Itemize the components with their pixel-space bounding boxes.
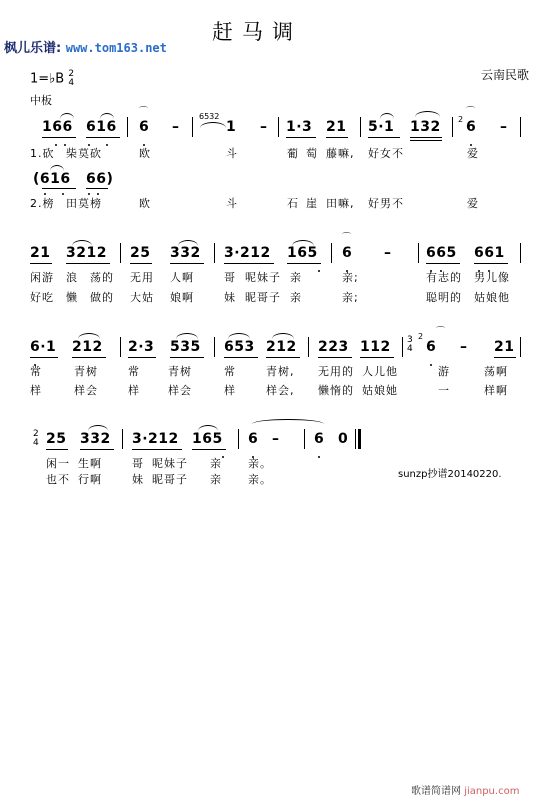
note-group: 6	[342, 245, 353, 261]
beam-line	[128, 357, 156, 358]
footer-site-url[interactable]: jianpu.com	[464, 786, 520, 797]
slur-mark	[72, 240, 92, 246]
barline	[308, 337, 309, 357]
beam-line	[86, 137, 120, 138]
time-signature: 2 4	[33, 429, 39, 448]
lyric-verse-1: 荡的	[90, 271, 114, 284]
lyric-verse-1: 葡	[287, 147, 299, 160]
note-group: 653	[224, 339, 255, 355]
barline	[214, 337, 215, 357]
lyric-verse-2: 样啊	[484, 384, 508, 397]
barline	[122, 429, 123, 449]
slur-mark	[78, 333, 100, 339]
footer-watermark	[411, 787, 519, 797]
note-group: 5·1	[368, 119, 395, 135]
barline	[192, 117, 193, 137]
barline	[360, 117, 361, 137]
note-group: 535	[170, 339, 201, 355]
beam-line	[318, 357, 352, 358]
note-group: 6	[314, 431, 325, 447]
slur-mark	[50, 165, 64, 171]
note-group: 2·3	[128, 339, 155, 355]
note-group: –	[260, 119, 268, 135]
lyric-verse-2: 田莫榜	[66, 197, 102, 210]
lyric-verse-1: 无用	[130, 271, 154, 284]
lyric-verse-2: 昵哥子	[245, 291, 281, 304]
fermata-icon: ⌒	[466, 107, 476, 117]
lyric-verse-2: 样会	[74, 384, 98, 397]
slur-mark	[176, 333, 198, 339]
beam-line	[66, 263, 110, 264]
lyric-verse-2: 2.榜	[30, 197, 55, 210]
barline	[355, 429, 356, 449]
lyric-verse-1: 闲游	[30, 271, 54, 284]
site-name: 枫儿乐谱:	[4, 41, 62, 56]
alt-note-group: (616	[33, 171, 71, 187]
beam-line	[42, 137, 76, 138]
slur-mark	[60, 113, 74, 119]
note-group: 21	[30, 245, 51, 261]
lyric-verse-2: 妹	[224, 291, 236, 304]
lyric-verse-2: 懒惰的	[318, 384, 354, 397]
low-octave-dot	[44, 193, 46, 195]
lyric-verse-2: 做的	[90, 291, 114, 304]
fermata-icon: ⌒	[436, 327, 446, 337]
note-group: 165	[192, 431, 223, 447]
lyric-verse-1: 哥	[132, 457, 144, 470]
low-octave-dot	[222, 456, 224, 458]
note-group: 1	[226, 119, 237, 135]
beam-line	[170, 263, 204, 264]
beam-line	[368, 137, 400, 138]
note-group: 21	[326, 119, 347, 135]
lyric-verse-2: 崖	[306, 197, 318, 210]
low-octave-dot	[318, 456, 320, 458]
song-origin: 云南民歌	[481, 68, 530, 82]
lyric-verse-1: 亲	[210, 457, 222, 470]
barline	[520, 243, 521, 263]
beam-line	[86, 188, 108, 189]
lyric-verse-1: 男儿像	[474, 271, 510, 284]
slur-mark	[200, 122, 226, 128]
note-group: –	[460, 339, 468, 355]
low-octave-dot	[62, 193, 64, 195]
lyric-verse-2: 姑娘他	[474, 291, 510, 304]
note-group: 212	[72, 339, 103, 355]
slur-mark	[88, 425, 108, 431]
lyric-verse-2: 欧	[139, 197, 151, 210]
low-octave-dot	[106, 144, 108, 146]
lyric-verse-1: 常	[224, 365, 236, 378]
slur-mark	[272, 333, 294, 339]
low-octave-dot	[470, 144, 472, 146]
note-group: 223	[318, 339, 349, 355]
grace-notes: 6532	[199, 112, 220, 121]
fermata-icon: ⌒	[139, 107, 149, 117]
beam-line	[286, 137, 316, 138]
beam-line	[494, 357, 516, 358]
beam-line	[266, 357, 300, 358]
note-group: 6	[426, 339, 437, 355]
footer-site-name: 歌谱简谱网	[411, 786, 461, 797]
fermata-icon: ⌒	[342, 233, 352, 243]
lyric-verse-1: 常	[128, 365, 140, 378]
note-group: 132	[410, 119, 441, 135]
lyric-verse-1: 人儿他	[362, 365, 398, 378]
lyric-verse-1: 呢妹子	[152, 457, 188, 470]
lyric-verse-2: 亲	[290, 291, 302, 304]
low-octave-dot	[64, 144, 66, 146]
barline	[120, 243, 121, 263]
lyric-verse-1: 1.砍	[30, 147, 55, 160]
lyric-verse-2: 样	[224, 384, 236, 397]
lyric-verse-1: 荡啊	[484, 365, 508, 378]
lyric-verse-2: 田嘛,	[326, 197, 355, 210]
note-group: 661	[474, 245, 505, 261]
note-group: 25	[130, 245, 151, 261]
beam-line	[224, 357, 258, 358]
lyric-verse-1: 欧	[139, 147, 151, 160]
note-group: 165	[287, 245, 318, 261]
lyric-verse-2: 石	[287, 197, 299, 210]
barline	[238, 429, 239, 449]
beam-line	[287, 263, 321, 264]
lyric-verse-1: 青树,	[266, 365, 295, 378]
lyric-verse-1: 好女不	[368, 147, 404, 160]
beam-line	[474, 263, 508, 264]
lyric-verse-1: 青树	[74, 365, 98, 378]
barline	[520, 117, 521, 137]
lyric-verse-1: 呢妹子	[245, 271, 281, 284]
slur-mark	[292, 240, 314, 246]
low-octave-dot	[55, 144, 57, 146]
barline	[127, 117, 128, 137]
lyric-verse-2: 样会	[168, 384, 192, 397]
beam-line	[30, 357, 58, 358]
lyric-verse-2: 样会,	[266, 384, 295, 397]
lyric-verse-2: 也不	[46, 473, 70, 486]
barline	[278, 117, 279, 137]
barline	[214, 243, 215, 263]
lyric-verse-1: 爱	[467, 147, 479, 160]
beam-line	[410, 137, 442, 138]
beam-line	[170, 357, 204, 358]
tempo-marking: 中板	[30, 94, 52, 107]
lyric-verse-2: 亲	[210, 473, 222, 486]
lyric-verse-1: 亲;	[342, 271, 359, 284]
lyric-verse-1: 亲	[290, 271, 302, 284]
tie-mark	[252, 419, 324, 424]
note-group: 3212	[66, 245, 107, 261]
key-signature	[30, 70, 74, 88]
grace-note: 2	[458, 115, 464, 124]
lyric-verse-2: 妹	[132, 473, 144, 486]
note-group: 112	[360, 339, 391, 355]
barline	[331, 243, 332, 263]
key-label: 1=♭B	[30, 71, 65, 87]
lyric-verse-2: 昵哥子	[152, 473, 188, 486]
beam-line	[132, 449, 182, 450]
low-octave-dot	[143, 144, 145, 146]
slur-mark	[100, 113, 114, 119]
slur-mark	[228, 333, 250, 339]
low-octave-dot	[430, 364, 432, 366]
lyric-verse-1: 有志的	[426, 271, 462, 284]
note-group: –	[384, 245, 392, 261]
lyric-verse-2: 亲。	[248, 473, 272, 486]
low-octave-dot	[88, 144, 90, 146]
time-signature: 2 4	[68, 69, 75, 88]
lyric-verse-1: 藤嘛,	[326, 147, 355, 160]
beam-line	[46, 449, 68, 450]
lyric-verse-2: 好男不	[368, 197, 404, 210]
lyric-verse-2: 娘啊	[170, 291, 194, 304]
note-group: 212	[266, 339, 297, 355]
slur-mark	[380, 113, 394, 119]
lyric-verse-2: 爱	[467, 197, 479, 210]
slur-mark	[415, 111, 440, 117]
lyric-verse-1: 游	[438, 365, 450, 378]
site-url[interactable]: www.tom163.net	[65, 41, 167, 55]
lyric-verse-2: 斗	[226, 197, 238, 210]
score-title: 赶马调	[212, 20, 302, 44]
barline	[120, 337, 121, 357]
note-group: 0	[338, 431, 349, 447]
lyric-verse-2: 大姑	[130, 291, 154, 304]
beam-line	[42, 188, 76, 189]
lyric-verse-1: 亲。	[248, 457, 272, 470]
lyric-verse-2: 亲;	[342, 291, 359, 304]
time-signature: 3 4	[407, 335, 413, 354]
note-group: 21	[494, 339, 515, 355]
note-group: 332	[170, 245, 201, 261]
lyric-verse-2: 样	[128, 384, 140, 397]
beam-line	[192, 449, 226, 450]
note-group: 25	[46, 431, 67, 447]
barline	[452, 117, 453, 137]
beam-line	[224, 263, 274, 264]
barline	[402, 337, 403, 357]
lyric-verse-1: 哥	[224, 271, 236, 284]
low-octave-dot	[97, 193, 99, 195]
lyric-verse-2: 姑娘她	[362, 384, 398, 397]
beam-line	[30, 263, 52, 264]
beam-line	[72, 357, 106, 358]
note-group: 166	[42, 119, 73, 135]
note-group: 6·1	[30, 339, 57, 355]
lyric-verse-1: 青树	[168, 365, 192, 378]
slur-mark	[178, 240, 198, 246]
note-group: 665	[426, 245, 457, 261]
note-group: –	[500, 119, 508, 135]
low-octave-dot	[88, 193, 90, 195]
beam-line	[360, 357, 394, 358]
note-group: 3·212	[224, 245, 271, 261]
note-group: 3·212	[132, 431, 179, 447]
lyric-verse-1: 萄	[306, 147, 318, 160]
beam-line	[426, 263, 460, 264]
transcriber-credit: sunzp抄谱20140220.	[398, 469, 502, 480]
lyric-verse-2: 行啊	[78, 473, 102, 486]
lyric-verse-1: 生啊	[78, 457, 102, 470]
lyric-verse-1: 人啊	[170, 271, 194, 284]
lyric-verse-1: 斗	[226, 147, 238, 160]
note-group: 616	[86, 119, 117, 135]
slur-mark	[198, 425, 218, 431]
lyric-verse-2: 聪明的	[426, 291, 462, 304]
lyric-verse-1: 柴莫砍	[66, 147, 102, 160]
lyric-verse-1: 浪	[66, 271, 78, 284]
site-credit	[4, 42, 167, 55]
note-group: 6	[248, 431, 259, 447]
note-group: 6	[139, 119, 150, 135]
grace-note: 2	[418, 332, 424, 341]
barline	[304, 429, 305, 449]
barline	[520, 337, 521, 357]
alt-note-group: 66)	[86, 171, 114, 187]
note-group: –	[272, 431, 280, 447]
beam-line	[130, 263, 152, 264]
beam-line	[80, 449, 114, 450]
low-octave-dot	[318, 270, 320, 272]
beam-line	[410, 140, 442, 141]
note-group: 6	[466, 119, 477, 135]
note-group: 1·3	[286, 119, 313, 135]
lyric-verse-2: 懒	[66, 291, 78, 304]
lyric-verse-1: 常	[30, 365, 42, 378]
beam-line	[326, 137, 348, 138]
note-group: 332	[80, 431, 111, 447]
note-group: –	[172, 119, 180, 135]
lyric-verse-2: 一	[438, 384, 450, 397]
barline	[418, 243, 419, 263]
final-barline	[358, 429, 361, 449]
lyric-verse-1: 无用的	[318, 365, 354, 378]
lyric-verse-1: 闲一	[46, 457, 70, 470]
lyric-verse-2: 样	[30, 384, 42, 397]
lyric-verse-2: 好吃	[30, 291, 54, 304]
